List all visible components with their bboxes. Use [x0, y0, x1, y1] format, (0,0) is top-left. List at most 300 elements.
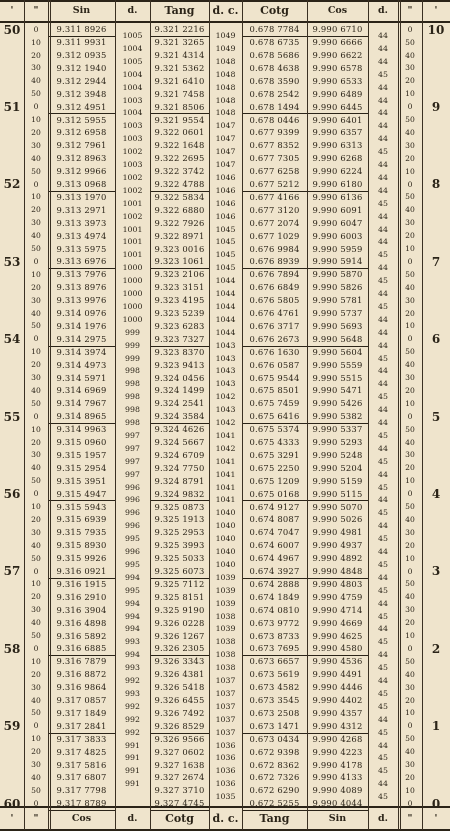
- sin-value: 9.314 0976: [56, 308, 107, 319]
- tang-common-difference: 1044: [215, 327, 236, 337]
- right-degree-label: 9: [431, 99, 441, 114]
- difference-row: [0, 158, 450, 171]
- right-degree-label: 6: [431, 332, 441, 347]
- sin-difference: 996: [125, 547, 140, 557]
- cotg-value: 0.673 5619: [249, 669, 300, 680]
- sin-value: 9.311 8926: [48, 23, 115, 37]
- cos-value: 9.990 4759: [312, 591, 363, 602]
- difference-row: [0, 210, 450, 223]
- sin-value: 9.315 6939: [56, 514, 107, 525]
- difference-row: [0, 507, 450, 520]
- tang-common-difference: 1036: [215, 779, 236, 789]
- sin-difference: 1002: [122, 172, 143, 182]
- sin-difference: 996: [125, 521, 140, 531]
- cotg-value: 0.673 1471: [242, 720, 307, 734]
- column-divider: [368, 0, 369, 830]
- cos-value: 9.990 6180: [307, 178, 368, 192]
- tang-common-difference: 1037: [215, 727, 236, 737]
- cos-difference: 44: [378, 237, 388, 247]
- seconds-label: 0: [33, 566, 39, 576]
- horizontal-rule: [0, 806, 450, 808]
- cotg-value: 0.675 5374: [249, 424, 300, 435]
- cotg-value: 0.674 7047: [249, 527, 300, 538]
- tang-common-difference: 1039: [215, 624, 236, 634]
- right-seconds-label: 40: [405, 437, 415, 447]
- cos-value: 9.990 5559: [312, 359, 363, 370]
- cos-difference: 44: [378, 443, 388, 453]
- sin-value: 9.313 6976: [48, 255, 115, 269]
- degree-label: 55: [3, 409, 21, 424]
- seconds-label: 20: [31, 747, 41, 757]
- cotg-value: 0.673 2508: [249, 707, 300, 718]
- sin-value: 9.316 5892: [56, 630, 107, 641]
- cotg-value: 0.678 7784: [242, 23, 307, 37]
- cos-difference: 44: [378, 289, 388, 299]
- tang-common-difference: 1043: [215, 353, 236, 363]
- sin-value: 9.316 2910: [56, 591, 107, 602]
- cotg-value: 0.678 4638: [249, 62, 300, 73]
- tang-common-difference: 1036: [215, 766, 236, 776]
- cos-value: 9.990 5382: [307, 410, 368, 424]
- sin-difference: 992: [125, 727, 140, 737]
- cotg-value: 0.677 4166: [249, 191, 300, 202]
- right-degree-label: 7: [431, 254, 441, 269]
- seconds-label: 50: [31, 708, 41, 718]
- tang-value: 9.325 3993: [154, 540, 205, 551]
- cotg-value: 0.674 3927: [242, 565, 307, 579]
- cos-value: 9.990 6091: [312, 204, 363, 215]
- tang-value: 9.326 2305: [150, 642, 209, 656]
- sin-difference: 1001: [122, 224, 143, 234]
- cos-difference: 44: [378, 418, 388, 428]
- seconds-label: 10: [31, 656, 41, 666]
- cos-value: 9.990 5204: [312, 462, 363, 473]
- cos-value: 9.990 4044: [307, 797, 368, 811]
- seconds-label: 50: [31, 166, 41, 176]
- sin-difference: 991: [125, 779, 140, 789]
- difference-row: [0, 726, 450, 739]
- right-seconds-label: 10: [405, 553, 415, 563]
- sin-difference: 1005: [122, 31, 143, 41]
- seconds-label: 50: [31, 631, 41, 640]
- right-seconds-label: 10: [405, 785, 415, 795]
- right-seconds-label: 0: [407, 643, 413, 653]
- right-seconds-label: 20: [405, 153, 415, 163]
- cos-value: 9.990 6578: [312, 62, 363, 73]
- cotg-value: 0.677 6258: [249, 166, 300, 177]
- seconds-label: 50: [31, 476, 41, 486]
- sin-value: 9.314 4973: [56, 359, 107, 370]
- cos-difference: 45: [378, 147, 388, 157]
- seconds-label: 10: [31, 734, 41, 744]
- tang-common-difference: 1038: [215, 650, 236, 660]
- tang-value: 9.322 7926: [154, 217, 205, 228]
- sin-difference: 998: [125, 392, 140, 402]
- tang-value: 9.322 6880: [154, 204, 205, 215]
- cos-difference: 45: [378, 559, 388, 569]
- cotg-value: 0.677 3120: [249, 204, 300, 215]
- cos-difference: 44: [378, 740, 388, 750]
- sin-difference: 997: [125, 443, 140, 453]
- sin-value: 9.313 2971: [56, 204, 107, 215]
- tang-value: 9.322 0601: [154, 127, 205, 138]
- right-degree-label: 2: [431, 641, 441, 656]
- sin-value: 9.313 4974: [56, 230, 107, 241]
- header-cell: Cos: [327, 4, 348, 16]
- sin-value: 9.314 5971: [56, 372, 107, 383]
- right-seconds-label: 50: [405, 734, 415, 744]
- tang-value: 9.323 1061: [150, 255, 209, 269]
- seconds-label: 20: [31, 360, 41, 370]
- header-cell: Cotg: [260, 4, 289, 17]
- cos-difference: 44: [378, 676, 388, 686]
- difference-row: [0, 404, 450, 417]
- cos-difference: 45: [378, 688, 388, 698]
- seconds-label: 50: [31, 398, 41, 408]
- difference-row: [0, 571, 450, 584]
- sin-difference: 994: [125, 572, 140, 582]
- right-seconds-label: 50: [405, 115, 415, 124]
- tang-value: 9.326 6455: [154, 695, 205, 706]
- right-seconds-label: 0: [407, 721, 413, 731]
- tang-common-difference: 1042: [215, 443, 236, 453]
- difference-row: [0, 326, 450, 339]
- seconds-label: 40: [31, 463, 41, 473]
- seconds-label: 30: [31, 760, 41, 769]
- cos-difference: 45: [378, 301, 388, 311]
- sin-difference: 996: [125, 482, 140, 492]
- right-seconds-label: 10: [405, 708, 415, 718]
- cos-difference: 44: [378, 379, 388, 389]
- tang-value: 9.326 9566: [154, 733, 205, 744]
- right-seconds-label: 50: [405, 502, 415, 511]
- seconds-label: 30: [31, 218, 41, 228]
- column-divider: [48, 0, 51, 830]
- sin-difference: 995: [125, 534, 140, 544]
- tang-value: 9.326 7492: [154, 707, 205, 718]
- cos-difference: 45: [378, 456, 388, 466]
- cos-difference: 45: [378, 482, 388, 492]
- sin-value: 9.314 3974: [56, 346, 107, 357]
- tang-value: 9.323 5239: [154, 308, 205, 319]
- cotg-value: 0.672 7326: [249, 772, 300, 783]
- right-seconds-label: 50: [405, 347, 415, 357]
- column-divider: [398, 0, 401, 830]
- difference-row: [0, 365, 450, 378]
- cotg-value: 0.675 8501: [249, 385, 300, 396]
- sin-value: 9.316 6885: [48, 642, 115, 656]
- tang-value: 9.325 2953: [154, 527, 205, 538]
- footer-cell: d. c.: [212, 812, 239, 825]
- cos-value: 9.990 4402: [312, 695, 363, 706]
- difference-row: [0, 791, 450, 804]
- cos-value: 9.990 4625: [312, 630, 363, 641]
- cos-value: 9.990 4089: [312, 785, 363, 796]
- difference-row: [0, 352, 450, 365]
- cotg-value: 0.678 0446: [249, 114, 300, 125]
- cos-difference: 44: [378, 121, 388, 131]
- degree-label: 58: [3, 641, 21, 656]
- cos-value: 9.990 4357: [312, 707, 363, 718]
- cos-value: 9.990 5959: [312, 243, 363, 254]
- header-cell: Tang: [164, 4, 195, 17]
- sin-value: 9.313 3973: [56, 217, 107, 228]
- seconds-label: 0: [33, 798, 39, 808]
- sin-difference: 1003: [122, 134, 143, 144]
- tang-value: 9.322 1648: [154, 140, 205, 151]
- sin-difference: 1001: [122, 198, 143, 208]
- cotg-value: 0.678 1494: [242, 100, 307, 114]
- tang-value: 9.323 6283: [154, 320, 205, 331]
- sin-value: 9.312 5955: [56, 114, 107, 125]
- sin-difference: 998: [125, 379, 140, 389]
- sin-value: 9.314 7967: [56, 398, 107, 409]
- difference-row: [0, 81, 450, 94]
- tang-value: 9.323 9413: [154, 359, 205, 370]
- sin-difference: 1004: [122, 69, 143, 79]
- right-seconds-label: 40: [405, 592, 415, 602]
- right-degree-label: 0: [431, 796, 441, 811]
- tang-common-difference: 1039: [215, 598, 236, 608]
- cos-difference: 44: [378, 108, 388, 118]
- seconds-label: 20: [31, 282, 41, 292]
- cos-value: 9.990 5737: [312, 308, 363, 319]
- cos-value: 9.990 4133: [312, 772, 363, 783]
- cos-value: 9.990 4580: [307, 642, 368, 656]
- right-seconds-label: 10: [405, 321, 415, 331]
- sin-value: 9.316 1915: [56, 578, 107, 589]
- sin-difference: 991: [125, 766, 140, 776]
- tang-common-difference: 1037: [215, 688, 236, 698]
- right-seconds-label: 30: [405, 450, 415, 460]
- cotg-value: 0.674 0810: [249, 604, 300, 615]
- sin-value: 9.314 6969: [56, 385, 107, 396]
- cotg-value: 0.672 8362: [249, 759, 300, 770]
- tang-value: 9.321 6410: [154, 75, 205, 86]
- cos-difference: 44: [378, 224, 388, 234]
- tang-value: 9.326 4381: [154, 669, 205, 680]
- sin-value: 9.312 6958: [56, 127, 107, 138]
- right-seconds-label: 40: [405, 127, 415, 137]
- sin-value: 9.317 4825: [56, 746, 107, 757]
- horizontal-rule: [0, 21, 450, 23]
- sin-value: 9.315 1957: [56, 449, 107, 460]
- sin-difference: 997: [125, 469, 140, 479]
- difference-row: [0, 481, 450, 494]
- seconds-label: 10: [31, 192, 41, 202]
- difference-row: [0, 42, 450, 55]
- cotg-value: 0.675 9544: [249, 372, 300, 383]
- difference-row: [0, 429, 450, 442]
- cotg-value: 0.678 3590: [249, 75, 300, 86]
- footer-cell: Tang: [259, 812, 290, 825]
- cos-value: 9.990 6313: [312, 140, 363, 151]
- cos-difference: 44: [378, 172, 388, 182]
- right-seconds-label: 30: [405, 760, 415, 769]
- difference-row: [0, 171, 450, 184]
- cotg-value: 0.674 8087: [249, 514, 300, 525]
- cos-value: 9.990 6489: [312, 88, 363, 99]
- tang-value: 9.323 7327: [150, 333, 209, 347]
- seconds-label: 30: [31, 450, 41, 460]
- right-seconds-label: 0: [407, 566, 413, 576]
- tang-common-difference: 1035: [215, 792, 236, 802]
- cos-difference: 44: [378, 521, 388, 531]
- tang-common-difference: 1037: [215, 676, 236, 686]
- tang-value: 9.321 4314: [154, 50, 205, 61]
- cotg-value: 0.672 5255: [242, 797, 307, 811]
- cos-value: 9.990 6268: [312, 153, 363, 164]
- cos-value: 9.990 4714: [312, 604, 363, 615]
- cotg-value: 0.676 8939: [242, 255, 307, 269]
- difference-row: [0, 545, 450, 558]
- seconds-label: 20: [31, 205, 41, 215]
- sin-value: 9.313 8976: [56, 282, 107, 293]
- tang-common-difference: 1038: [215, 663, 236, 673]
- tang-common-difference: 1042: [215, 392, 236, 402]
- tang-common-difference: 1048: [215, 108, 236, 118]
- footer-cell: ': [434, 812, 438, 824]
- difference-row: [0, 674, 450, 687]
- tang-common-difference: 1043: [215, 366, 236, 376]
- right-degree-label: 3: [431, 564, 441, 579]
- sin-value: 9.314 9963: [56, 424, 107, 435]
- seconds-label: 20: [31, 669, 41, 679]
- difference-row: [0, 236, 450, 249]
- seconds-label: 0: [33, 102, 39, 112]
- right-seconds-label: 30: [405, 605, 415, 615]
- cos-value: 9.990 5870: [312, 269, 363, 280]
- tang-value: 9.324 4626: [154, 424, 205, 435]
- sin-difference: 993: [125, 637, 140, 647]
- right-seconds-label: 30: [405, 682, 415, 692]
- cos-value: 9.990 4848: [307, 565, 368, 579]
- seconds-label: 50: [31, 785, 41, 795]
- right-seconds-label: 30: [405, 295, 415, 305]
- cos-value: 9.990 4803: [312, 578, 363, 589]
- sin-value: 9.313 5975: [56, 243, 107, 254]
- cos-difference: 44: [378, 160, 388, 170]
- cos-value: 9.990 5471: [312, 385, 363, 396]
- tang-common-difference: 1044: [215, 301, 236, 311]
- cos-value: 9.990 5781: [312, 295, 363, 306]
- sin-value: 9.317 2841: [48, 720, 115, 734]
- seconds-label: 50: [31, 553, 41, 563]
- cos-value: 9.990 5293: [312, 437, 363, 448]
- tang-value: 9.322 2695: [154, 153, 205, 164]
- cotg-value: 0.674 2888: [249, 578, 300, 589]
- cos-difference: 44: [378, 43, 388, 53]
- cos-difference: 45: [378, 69, 388, 79]
- tang-common-difference: 1048: [215, 82, 236, 92]
- tang-value: 9.322 8971: [154, 230, 205, 241]
- tang-common-difference: 1046: [215, 211, 236, 221]
- difference-row: [0, 339, 450, 352]
- cotg-value: 0.672 6290: [249, 785, 300, 796]
- difference-row: [0, 584, 450, 597]
- cotg-value: 0.676 2673: [242, 333, 307, 347]
- seconds-label: 20: [31, 514, 41, 524]
- difference-row: [0, 287, 450, 300]
- sin-value: 9.316 7879: [56, 656, 107, 667]
- tang-common-difference: 1046: [215, 185, 236, 195]
- seconds-label: 30: [31, 682, 41, 692]
- sin-difference: 992: [125, 714, 140, 724]
- cotg-value: 0.676 3717: [249, 320, 300, 331]
- difference-row: [0, 468, 450, 481]
- sin-difference: 994: [125, 650, 140, 660]
- cos-difference: 44: [378, 624, 388, 634]
- sin-difference: 992: [125, 701, 140, 711]
- sin-value: 9.317 7798: [56, 785, 107, 796]
- sin-difference: 1004: [122, 43, 143, 53]
- footer-cell: Cos: [71, 812, 92, 824]
- right-seconds-label: 30: [405, 527, 415, 537]
- tang-value: 9.327 3710: [154, 785, 205, 796]
- tang-common-difference: 1047: [215, 134, 236, 144]
- tang-common-difference: 1041: [215, 456, 236, 466]
- tang-common-difference: 1044: [215, 314, 236, 324]
- cotg-value: 0.674 6007: [249, 540, 300, 551]
- sin-difference: 1002: [122, 147, 143, 157]
- sin-value: 9.312 9966: [56, 166, 107, 177]
- sin-difference: 998: [125, 405, 140, 415]
- tang-common-difference: 1048: [215, 95, 236, 105]
- difference-row: [0, 29, 450, 42]
- seconds-label: 30: [31, 373, 41, 382]
- seconds-label: 0: [33, 256, 39, 266]
- tang-value: 9.327 2674: [154, 772, 205, 783]
- difference-row: [0, 533, 450, 546]
- tang-value: 9.324 2541: [154, 398, 205, 409]
- right-seconds-label: 0: [407, 411, 413, 421]
- cotg-value: 0.676 6849: [249, 282, 300, 293]
- footer-cell: ": [407, 812, 413, 824]
- tang-value: 9.327 1638: [154, 759, 205, 770]
- right-seconds-label: 40: [405, 669, 415, 679]
- cos-difference: 45: [378, 585, 388, 595]
- cos-difference: 44: [378, 95, 388, 105]
- right-seconds-label: 40: [405, 360, 415, 370]
- right-seconds-label: 20: [405, 76, 415, 86]
- cos-difference: 45: [378, 792, 388, 802]
- seconds-label: 40: [31, 76, 41, 86]
- tang-value: 9.322 5834: [154, 191, 205, 202]
- right-seconds-label: 50: [405, 424, 415, 434]
- sin-difference: 1005: [122, 56, 143, 66]
- tang-value: 9.322 3742: [154, 166, 205, 177]
- tang-common-difference: 1036: [215, 753, 236, 763]
- sin-difference: 998: [125, 418, 140, 428]
- degree-label: 50: [3, 22, 21, 37]
- tang-value: 9.321 5362: [154, 62, 205, 73]
- cotg-value: 0.677 2074: [249, 217, 300, 228]
- cotg-value: 0.676 1630: [249, 346, 300, 357]
- tang-value: 9.326 0228: [154, 617, 205, 628]
- difference-row: [0, 739, 450, 752]
- difference-row: [0, 442, 450, 455]
- sin-difference: 1003: [122, 95, 143, 105]
- difference-row: [0, 662, 450, 675]
- tang-value: 9.325 7112: [154, 578, 205, 589]
- seconds-label: 50: [31, 89, 41, 99]
- cos-value: 9.990 5337: [312, 424, 363, 435]
- header-cell: ": [407, 4, 413, 16]
- cotg-value: 0.677 8352: [249, 140, 300, 151]
- cos-value: 9.990 6357: [312, 127, 363, 138]
- tang-common-difference: 1046: [215, 172, 236, 182]
- tang-value: 9.325 6073: [150, 565, 209, 579]
